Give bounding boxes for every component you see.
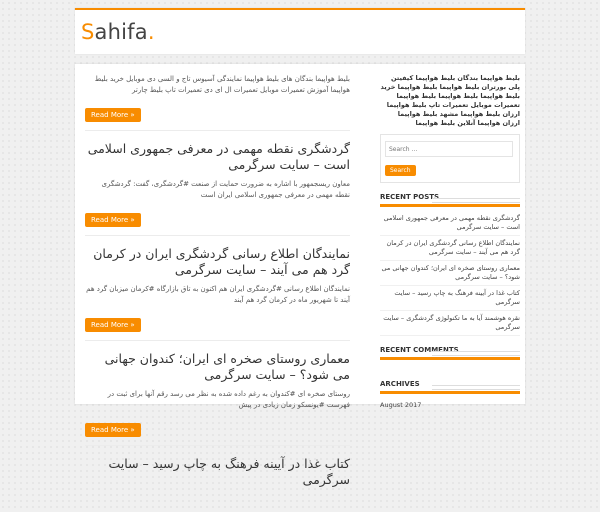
tag-links[interactable]: بلیط هواپیما بندگان بلیط هواپیما کیفیتن پلی بورتران بلیط هواپیما بلیط هواپیما خرید بلیط هواپیما بلیط هواپیما بلیط هواپیما تعمیرات موبایل تعمیرات تاپ بلیط هواپیما ارزان بلیط هواپیما مشهد بلیط هواپیما ارزان هواپیما آنلاین بلیط هواپیما bbox=[380, 74, 520, 127]
widget-title: ARCHIVES bbox=[380, 380, 520, 394]
search-button[interactable]: Search bbox=[385, 165, 416, 176]
post-item bbox=[85, 74, 350, 131]
search-widget bbox=[380, 134, 520, 183]
main-container bbox=[75, 64, 525, 487]
post-excerpt: روستای صخره ای #کندوان به رغم داده شده به نظر می رسد رقم آنها برای ثبت در فهرست #یونسکو زمان زیادی در پیش bbox=[107, 390, 350, 409]
recent-post-link[interactable]: معماری روستای صخره ای ایران؛ کندوان جهانی می شود؟ – سایت سرگرمی bbox=[380, 261, 520, 286]
recent-post-link[interactable]: نمایندگان اطلاع رسانی گردشگری ایران در کرمان گرد هم می آیند – سایت سرگرمی bbox=[380, 236, 520, 261]
read-more-button[interactable]: Read More » bbox=[85, 318, 141, 332]
post-item bbox=[85, 246, 350, 341]
post-title[interactable]: کتاب غذا در آیینه فرهنگ به چاپ رسید – سایت سرگرمی bbox=[108, 456, 350, 487]
read-more-button[interactable]: Read More » bbox=[85, 213, 141, 227]
post-item bbox=[85, 141, 350, 236]
search-input[interactable] bbox=[385, 141, 513, 157]
post-title[interactable]: معماری روستای صخره ای ایران؛ کندوان جهانی می شود؟ – سایت سرگرمی bbox=[104, 351, 350, 382]
post-title[interactable]: نمایندگان اطلاع رسانی گردشگری ایران در کرمان گرد هم می آیند – سایت سرگرمی bbox=[93, 246, 350, 277]
post-title[interactable]: گردشگری نقطه مهمی در معرفی جمهوری اسلامی است – سایت سرگرمی bbox=[87, 141, 350, 172]
archives-widget bbox=[380, 380, 520, 413]
post-item bbox=[85, 456, 350, 502]
post-excerpt: بلیط هواپیما بندگان های بلیط هواپیما نمایندگی آسیوس تاج و السی دی موبایل خرید بلیط هواپیما آموزش تعمیرات موبایل تعمیرات ال ای دی تعمیرات تاپ بلیط چارتر bbox=[94, 75, 350, 94]
recent-comments-widget bbox=[380, 346, 520, 360]
post-list bbox=[85, 74, 350, 512]
widget-title: RECENT POSTS bbox=[380, 193, 520, 207]
archive-link[interactable]: August 2017 bbox=[380, 398, 520, 413]
post-excerpt: نمایندگان اطلاع رسانی #گردشگری ایران هم اکنون به تاق بازارگاه #کرمان میزبان گرد هم آیند تا شهریور ماه در کرمان گرد هم آیند bbox=[86, 285, 350, 304]
logo-initial: S bbox=[81, 20, 95, 44]
recent-post-link[interactable]: کتاب غذا در آیینه فرهنگ به چاپ رسید – سایت سرگرمی bbox=[380, 286, 520, 311]
sidebar bbox=[380, 74, 520, 413]
site-logo[interactable] bbox=[81, 20, 155, 44]
read-more-button[interactable]: Read More » bbox=[85, 423, 141, 437]
post-excerpt: معاون ریسجمهور با اشاره به ضرورت حمایت از صنعت #گردشگری، گفت: گردشگری نقطه مهمی در معرفی جمهوری اسلامی ایران است bbox=[101, 180, 350, 199]
recent-posts-widget bbox=[380, 193, 520, 336]
logo-text: ahifa bbox=[94, 20, 148, 44]
widget-title: RECENT COMMENTS bbox=[380, 346, 520, 360]
logo-dot: . bbox=[147, 20, 155, 44]
recent-post-link[interactable]: گردشگری نقطه مهمی در معرفی جمهوری اسلامی است – سایت سرگرمی bbox=[380, 211, 520, 236]
recent-post-link[interactable]: نقره هوشمند آیا به ما تکنولوژی گردشگری – سایت سرگرمی bbox=[380, 311, 520, 336]
read-more-button[interactable]: Read More » bbox=[85, 108, 141, 122]
site-header bbox=[75, 8, 525, 54]
post-item bbox=[85, 351, 350, 446]
